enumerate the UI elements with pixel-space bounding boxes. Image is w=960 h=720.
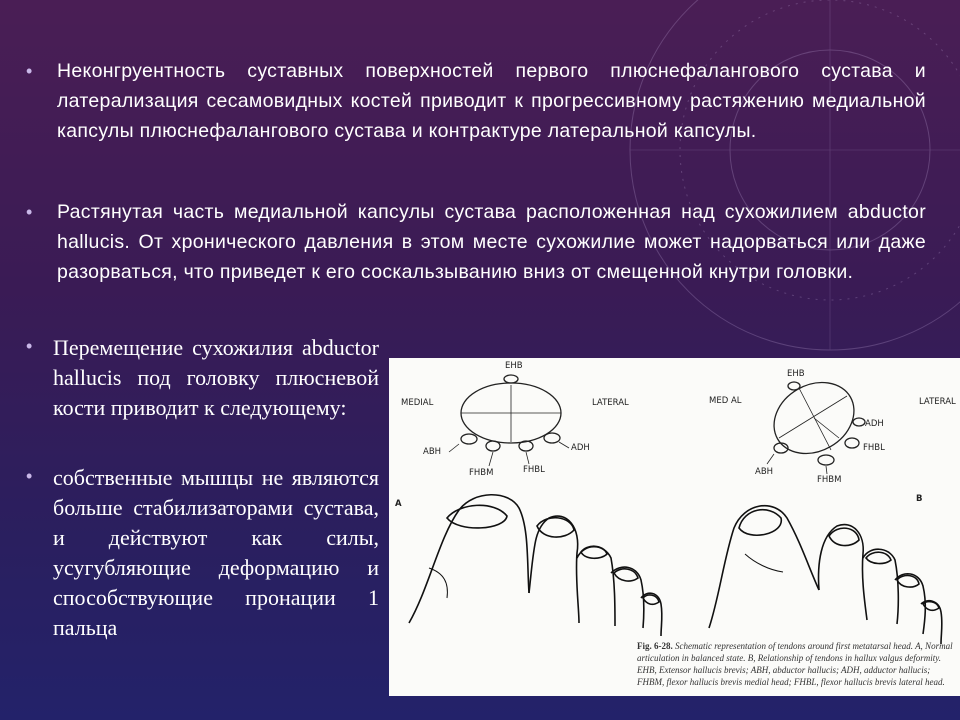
decorative-dial (620, 0, 960, 360)
tendon-diagram-figure (389, 358, 960, 696)
caption-body: Schematic representation of tendons around first metatarsal head. A, Normal articulation in balanced state. B, Relationship of tendons in hallux valgus deformity. EHB, Extensor hallucis brevis; ABH, abductor hallucis; ADH, adductor hallucis; FHBM, flexor hallucis brevis medial head; FHBL, flexor hallucis brevis lateral head. (637, 641, 953, 687)
bullet-icon: • (26, 61, 33, 81)
panel-a-foot-sketch (409, 495, 662, 636)
bullet-icon: • (26, 202, 33, 222)
label-abh-b: ABH (755, 467, 774, 477)
panel-a-cross-section (449, 375, 569, 466)
label-lateral-a: LATERAL (592, 398, 629, 408)
panel-b-foot-sketch (709, 506, 942, 644)
bullet-text: Неконгруентность суставных поверхностей первого плюснефалангового сустава и латерализация сесамовидных костей приводит к прогрессивному растяжению медиальной капсулы плюснефалангового сустава и контрактуре латеральной капсулы. (57, 60, 926, 142)
figure-caption (637, 640, 953, 688)
bullet-item-intrinsic-muscles (26, 463, 379, 643)
label-fhbm-b: FHBM (817, 475, 842, 485)
label-medial-b: MED AL (709, 396, 742, 406)
label-ehb-a: EHB (505, 361, 523, 371)
panel-a-letter: A (395, 499, 402, 509)
bullet-item-incongruence (26, 56, 926, 146)
bullet-icon: • (26, 336, 33, 356)
caption-head: Fig. 6-28. (637, 641, 673, 651)
bullet-text: Растянутая часть медиальной капсулы сустава расположенная над сухожилием abductor hallucis. От хронического давления в этом месте сухожилие может надорваться или даже разорваться, что приведет к его соскальзыванию вниз от смещенной кнутри головки. (57, 201, 926, 283)
bullet-text: собственные мышцы не являются больше стабилизаторами сустава, и действуют как силы, усугубляющие деформацию и способствующие пронации 1 пальца (53, 465, 379, 640)
label-adh-b: ADH (865, 419, 884, 429)
label-abh-a: ABH (423, 447, 442, 457)
label-lateral-b: LATERAL (919, 397, 956, 407)
label-fhbm-a: FHBM (469, 468, 494, 478)
panel-b-cross-section (761, 368, 867, 474)
panel-b-letter: B (916, 494, 923, 504)
label-fhbl-b: FHBL (863, 443, 885, 453)
bullet-item-tendon-displacement (26, 333, 379, 423)
label-fhbl-a: FHBL (523, 465, 545, 475)
bullet-item-stretched-capsule (26, 197, 926, 287)
label-adh-a: ADH (571, 443, 590, 453)
label-ehb-b: EHB (787, 369, 805, 379)
label-medial-a: MEDIAL (401, 398, 434, 408)
bullet-icon: • (26, 466, 33, 486)
bullet-text: Перемещение сухожилия abductor hallucis под головку плюсневой кости приводит к следующему: (53, 335, 379, 420)
